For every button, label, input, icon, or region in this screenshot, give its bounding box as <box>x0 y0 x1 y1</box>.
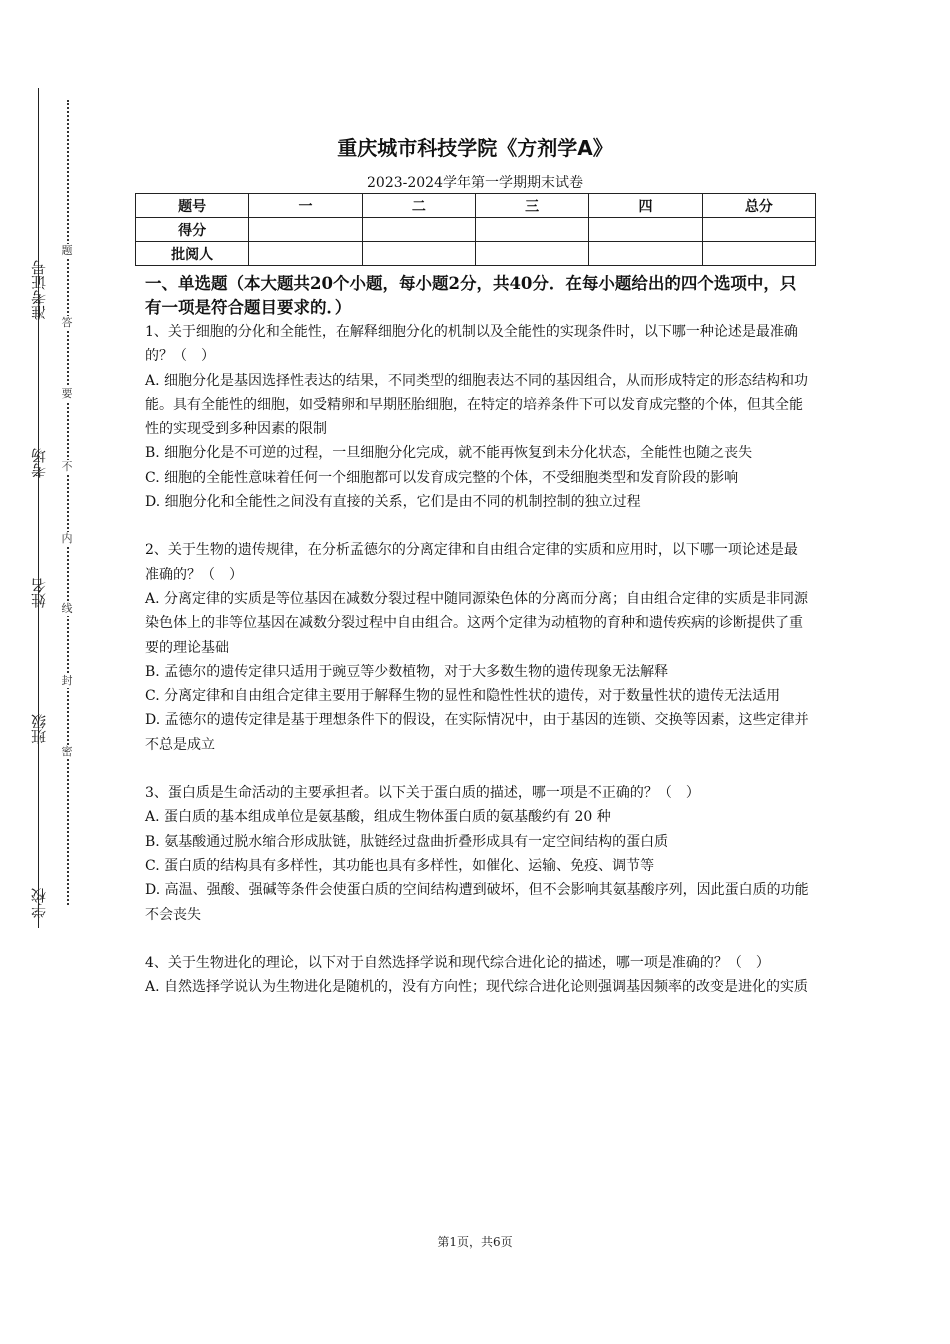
question-option-a: A. 自然选择学说认为生物进化是随机的，没有方向性；现代综合进化论则强调基因频率的改变是进化的实质 <box>145 979 809 996</box>
score-table-cell: 总分 <box>702 194 815 218</box>
question-option-d: D. 细胞分化和全能性之间没有直接的关系，它们是由不同的机制控制的独立过程 <box>145 494 641 511</box>
score-table <box>135 193 816 266</box>
question-stem: 2、关于生物的遗传规律，在分析孟德尔的分离定律和自由组合定律的实质和应用时，以下哪一项论述是最准确的？（ ） <box>145 542 798 583</box>
question-option-a: A. 蛋白质的基本组成单位是氨基酸，组成生物体蛋白质的氨基酸约有 20 种 <box>145 809 611 826</box>
score-table-cell: 三 <box>475 194 588 218</box>
score-table-cell <box>702 218 815 242</box>
score-table-cell <box>249 242 362 266</box>
score-table-cell <box>589 218 702 242</box>
side-field-label: 班级 <box>29 714 48 744</box>
score-table-cell <box>362 218 475 242</box>
question-option-b: B. 细胞分化是不可逆的过程，一旦细胞分化完成，就不能再恢复到未分化状态，全能性也随之丧失 <box>145 445 753 462</box>
seal-char: 线 <box>61 602 73 615</box>
question-option-c: C. 分离定律和自由组合定律主要用于解释生物的显性和隐性性状的遗传，对于数量性状的遗传无法适用 <box>145 688 781 705</box>
question-option-d: D. 高温、强酸、强碱等条件会使蛋白质的空间结构遭到破坏，但不会影响其氨基酸序列，因此蛋白质的功能不会丧失 <box>145 882 809 923</box>
question-4 <box>145 951 810 1000</box>
question-3 <box>145 781 810 927</box>
score-table-cell <box>475 218 588 242</box>
side-field-label: 学校 <box>29 888 48 918</box>
question-option-b: B. 孟德尔的遗传定律只适用于豌豆等少数植物，对于大多数生物的遗传现象无法解释 <box>145 663 669 680</box>
question-option-b: B. 氨基酸通过脱水缩合形成肽链，肽链经过盘曲折叠形成具有一定空间结构的蛋白质 <box>145 833 669 850</box>
question-2 <box>145 538 810 757</box>
side-field-school <box>24 888 54 918</box>
seal-char: 封 <box>61 674 73 687</box>
score-table-cell <box>475 242 588 266</box>
seal-char: 不 <box>61 460 73 473</box>
score-table-cell <box>702 242 815 266</box>
question-option-a: A. 分离定律的实质是等位基因在减数分裂过程中随同源染色体的分离而分离；自由组合定律的实质是非同源染色体上的非等位基因在减数分裂过程中自由组合。这两个定律为动植物的育种和遗传疾病的诊断提供了重要的理论基础 <box>145 590 809 656</box>
binding-line-solid <box>38 88 39 928</box>
seal-char: 题 <box>61 244 73 257</box>
side-field-class <box>24 714 54 744</box>
score-table-cell: 得分 <box>136 218 249 242</box>
side-field-label: 准考证号 <box>29 260 48 320</box>
seal-line-dotted <box>67 100 69 905</box>
score-table-cell: 二 <box>362 194 475 218</box>
question-stem: 3、蛋白质是生命活动的主要承担者。以下关于蛋白质的描述，哪一项是不正确的？（ ） <box>145 785 700 802</box>
side-field-label: 考场 <box>29 448 48 478</box>
exam-title: 重庆城市科技学院《方剂学A》 <box>337 136 613 160</box>
side-field-name <box>24 578 54 608</box>
side-field-exam-number <box>24 260 54 320</box>
question-option-c: C. 细胞的全能性意味着任何一个细胞都可以发育成完整的个体，不受细胞类型和发育阶段的影响 <box>145 469 739 486</box>
score-table-cell <box>589 242 702 266</box>
score-table-cell: 批阅人 <box>136 242 249 266</box>
question-stem: 1、关于细胞的分化和全能性，在解释细胞分化的机制以及全能性的实现条件时，以下哪一种论述是最准确的？（ ） <box>145 324 798 365</box>
seal-char: 密 <box>61 745 73 758</box>
score-table-cell: 四 <box>589 194 702 218</box>
question-option-c: C. 蛋白质的结构具有多样性，其功能也具有多样性，如催化、运输、免疫、调节等 <box>145 857 655 874</box>
score-table-cell: 一 <box>249 194 362 218</box>
question-option-a: A. 细胞分化是基因选择性表达的结果，不同类型的细胞表达不同的基因组合，从而形成特定的形态结构和功能。具有全能性的细胞，如受精卵和早期胚胎细胞，在特定的培养条件下可以发育成完整的个体，但其全能性的实现受到多种因素的限制 <box>145 372 809 438</box>
question-list <box>145 320 810 1023</box>
score-table-cell <box>249 218 362 242</box>
question-1 <box>145 320 810 514</box>
side-field-exam-room <box>24 448 54 478</box>
question-stem: 4、关于生物进化的理论，以下对于自然选择学说和现代综合进化论的描述，哪一项是准确的？（ ） <box>145 954 770 971</box>
score-table-row <box>136 194 816 218</box>
score-table-cell: 题号 <box>136 194 249 218</box>
score-table-cell <box>362 242 475 266</box>
score-table-row <box>136 218 816 242</box>
seal-char: 答 <box>61 316 73 329</box>
question-option-d: D. 孟德尔的遗传定律是基于理想条件下的假设，在实际情况中，由于基因的连锁、交换等因素，这些定律并不总是成立 <box>145 712 809 753</box>
seal-char: 内 <box>61 532 73 545</box>
seal-char: 要 <box>61 387 73 400</box>
side-field-label: 姓名 <box>29 578 48 608</box>
page-number: 第1页，共6页 <box>437 1235 513 1249</box>
exam-subtitle: 2023-2024学年第一学期期末试卷 <box>367 175 583 191</box>
section-heading: 一、单选题（本大题共20个小题，每小题2分，共40分．在每小题给出的四个选项中，只有一项是符合题目要求的．） <box>145 274 797 317</box>
score-table-row <box>136 242 816 266</box>
